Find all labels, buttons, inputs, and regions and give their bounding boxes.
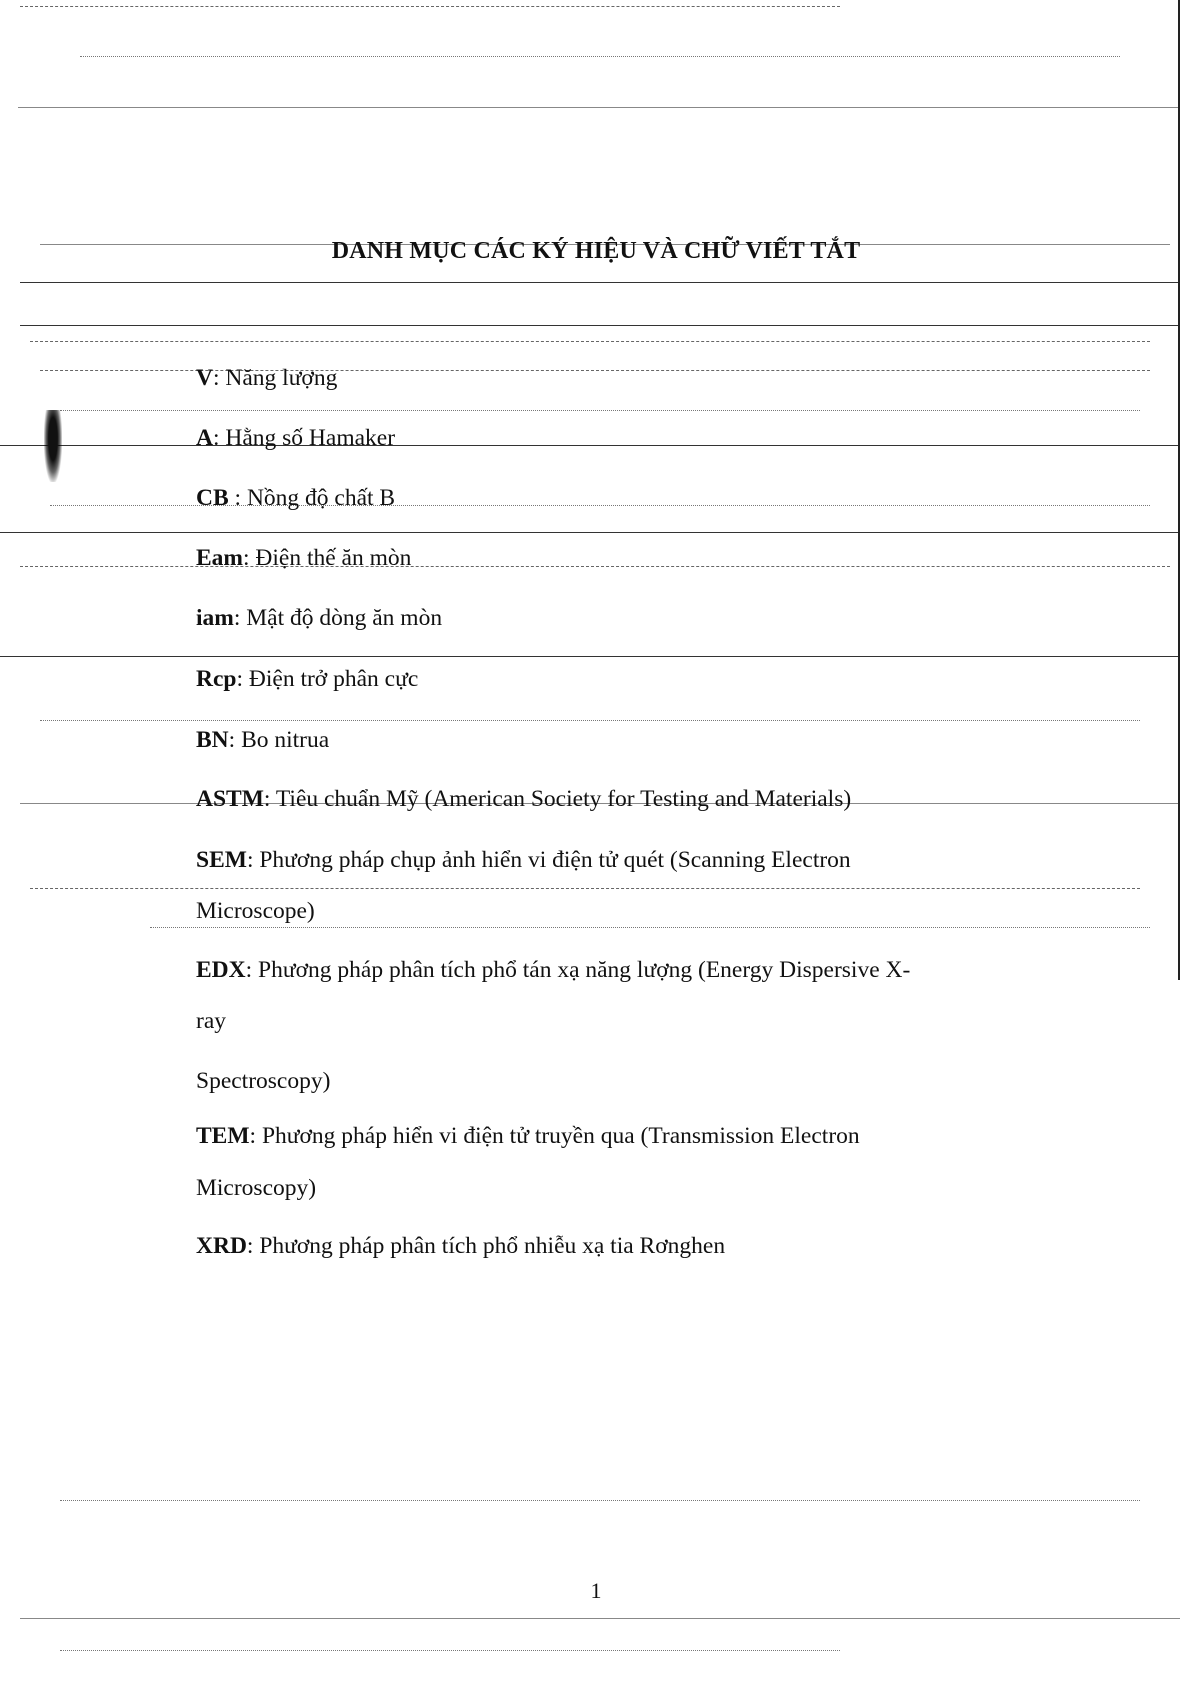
abbreviation-definition-continued: Spectroscopy) (196, 1068, 331, 1094)
abbreviation-definition: Điện trở phân cực (248, 666, 419, 692)
abbreviation-separator: : (228, 485, 247, 511)
page-number: 1 (590, 1578, 602, 1603)
abbreviation-definition: Phương pháp phân tích phổ nhiễu xạ tia Rơnghen (259, 1233, 726, 1259)
abbreviation-term: BN (196, 727, 229, 753)
abbreviation-definition-continued: Microscopy) (196, 1175, 317, 1201)
abbreviation-separator: : (212, 425, 226, 451)
abbreviation-entry (196, 773, 1056, 825)
abbreviation-separator: : (228, 727, 242, 753)
scan-line (20, 325, 1180, 326)
abbreviation-separator: : (263, 786, 276, 812)
abbreviation-entry (196, 1220, 1056, 1272)
abbreviation-entry (196, 352, 1056, 404)
abbreviation-entry (196, 532, 1056, 584)
abbreviation-definition: Mật độ dòng ăn mòn (246, 605, 443, 631)
abbreviation-continuation (196, 885, 1056, 937)
abbreviation-continuation (196, 1162, 1056, 1214)
scan-line (20, 6, 840, 7)
abbreviation-separator: : (243, 545, 256, 571)
abbreviation-entry (196, 472, 1056, 524)
abbreviation-definition: Bo nitrua (241, 727, 330, 753)
abbreviation-term: V (196, 365, 213, 391)
scan-line (20, 282, 1180, 283)
abbreviation-definition-continued: Microscope) (196, 898, 315, 924)
scan-line (60, 1650, 840, 1651)
abbreviation-entry (196, 714, 1056, 766)
scan-line (18, 107, 1178, 108)
abbreviation-continuation (196, 1055, 1056, 1107)
abbreviation-separator: : (249, 1123, 262, 1149)
abbreviation-definition: Điện thế ăn mòn (255, 545, 412, 571)
abbreviation-term: EDX (196, 957, 246, 983)
abbreviation-definition: Phương pháp hiển vi điện tử truyền qua (Transmission Electron (261, 1123, 860, 1149)
abbreviation-definition: Nồng độ chất B (246, 485, 396, 511)
abbreviation-term: XRD (196, 1233, 247, 1259)
abbreviation-term: ASTM (196, 786, 264, 812)
page-title: DANH MỤC CÁC KÝ HIỆU VÀ CHỮ VIẾT TẮT (331, 238, 861, 264)
abbreviation-separator: : (236, 666, 249, 692)
abbreviation-separator: : (246, 1233, 260, 1259)
abbreviation-term: Rcp (196, 666, 237, 692)
abbreviation-term: CB (196, 485, 229, 511)
scan-line (80, 56, 1120, 57)
scan-line (20, 1618, 1180, 1619)
abbreviation-continuation (196, 995, 1056, 1047)
abbreviation-separator: : (212, 365, 226, 391)
abbreviation-definition: Tiêu chuẩn Mỹ (American Society for Testing and Materials) (275, 786, 852, 812)
abbreviation-entry (196, 592, 1056, 644)
abbreviation-term: A (196, 425, 213, 451)
abbreviation-separator: : (245, 957, 259, 983)
abbreviation-term: Eam (196, 545, 243, 571)
abbreviation-entry (196, 653, 1056, 705)
abbreviation-separator: : (233, 605, 247, 631)
abbreviation-entry (196, 1110, 1056, 1162)
abbreviation-definition-continued: ray (196, 1008, 227, 1034)
scan-blot (44, 410, 62, 482)
abbreviation-entry (196, 944, 1056, 996)
abbreviation-term: SEM (196, 847, 247, 873)
scan-line (60, 410, 1140, 411)
abbreviation-definition: Hằng số Hamaker (225, 425, 396, 451)
abbreviation-entry (196, 412, 1056, 464)
abbreviation-definition: Phương pháp phân tích phổ tán xạ năng lượng (Energy Dispersive X- (258, 957, 911, 983)
abbreviation-entry (196, 834, 1056, 886)
abbreviation-term: iam (196, 605, 234, 631)
abbreviation-separator: : (246, 847, 260, 873)
abbreviation-definition: Năng lượng (225, 365, 338, 391)
scan-line (60, 1500, 1140, 1501)
abbreviation-definition: Phương pháp chụp ảnh hiển vi điện tử quét (Scanning Electron (259, 847, 851, 873)
scan-line (30, 341, 1150, 342)
abbreviation-term: TEM (196, 1123, 250, 1149)
scan-edge (1178, 0, 1180, 980)
